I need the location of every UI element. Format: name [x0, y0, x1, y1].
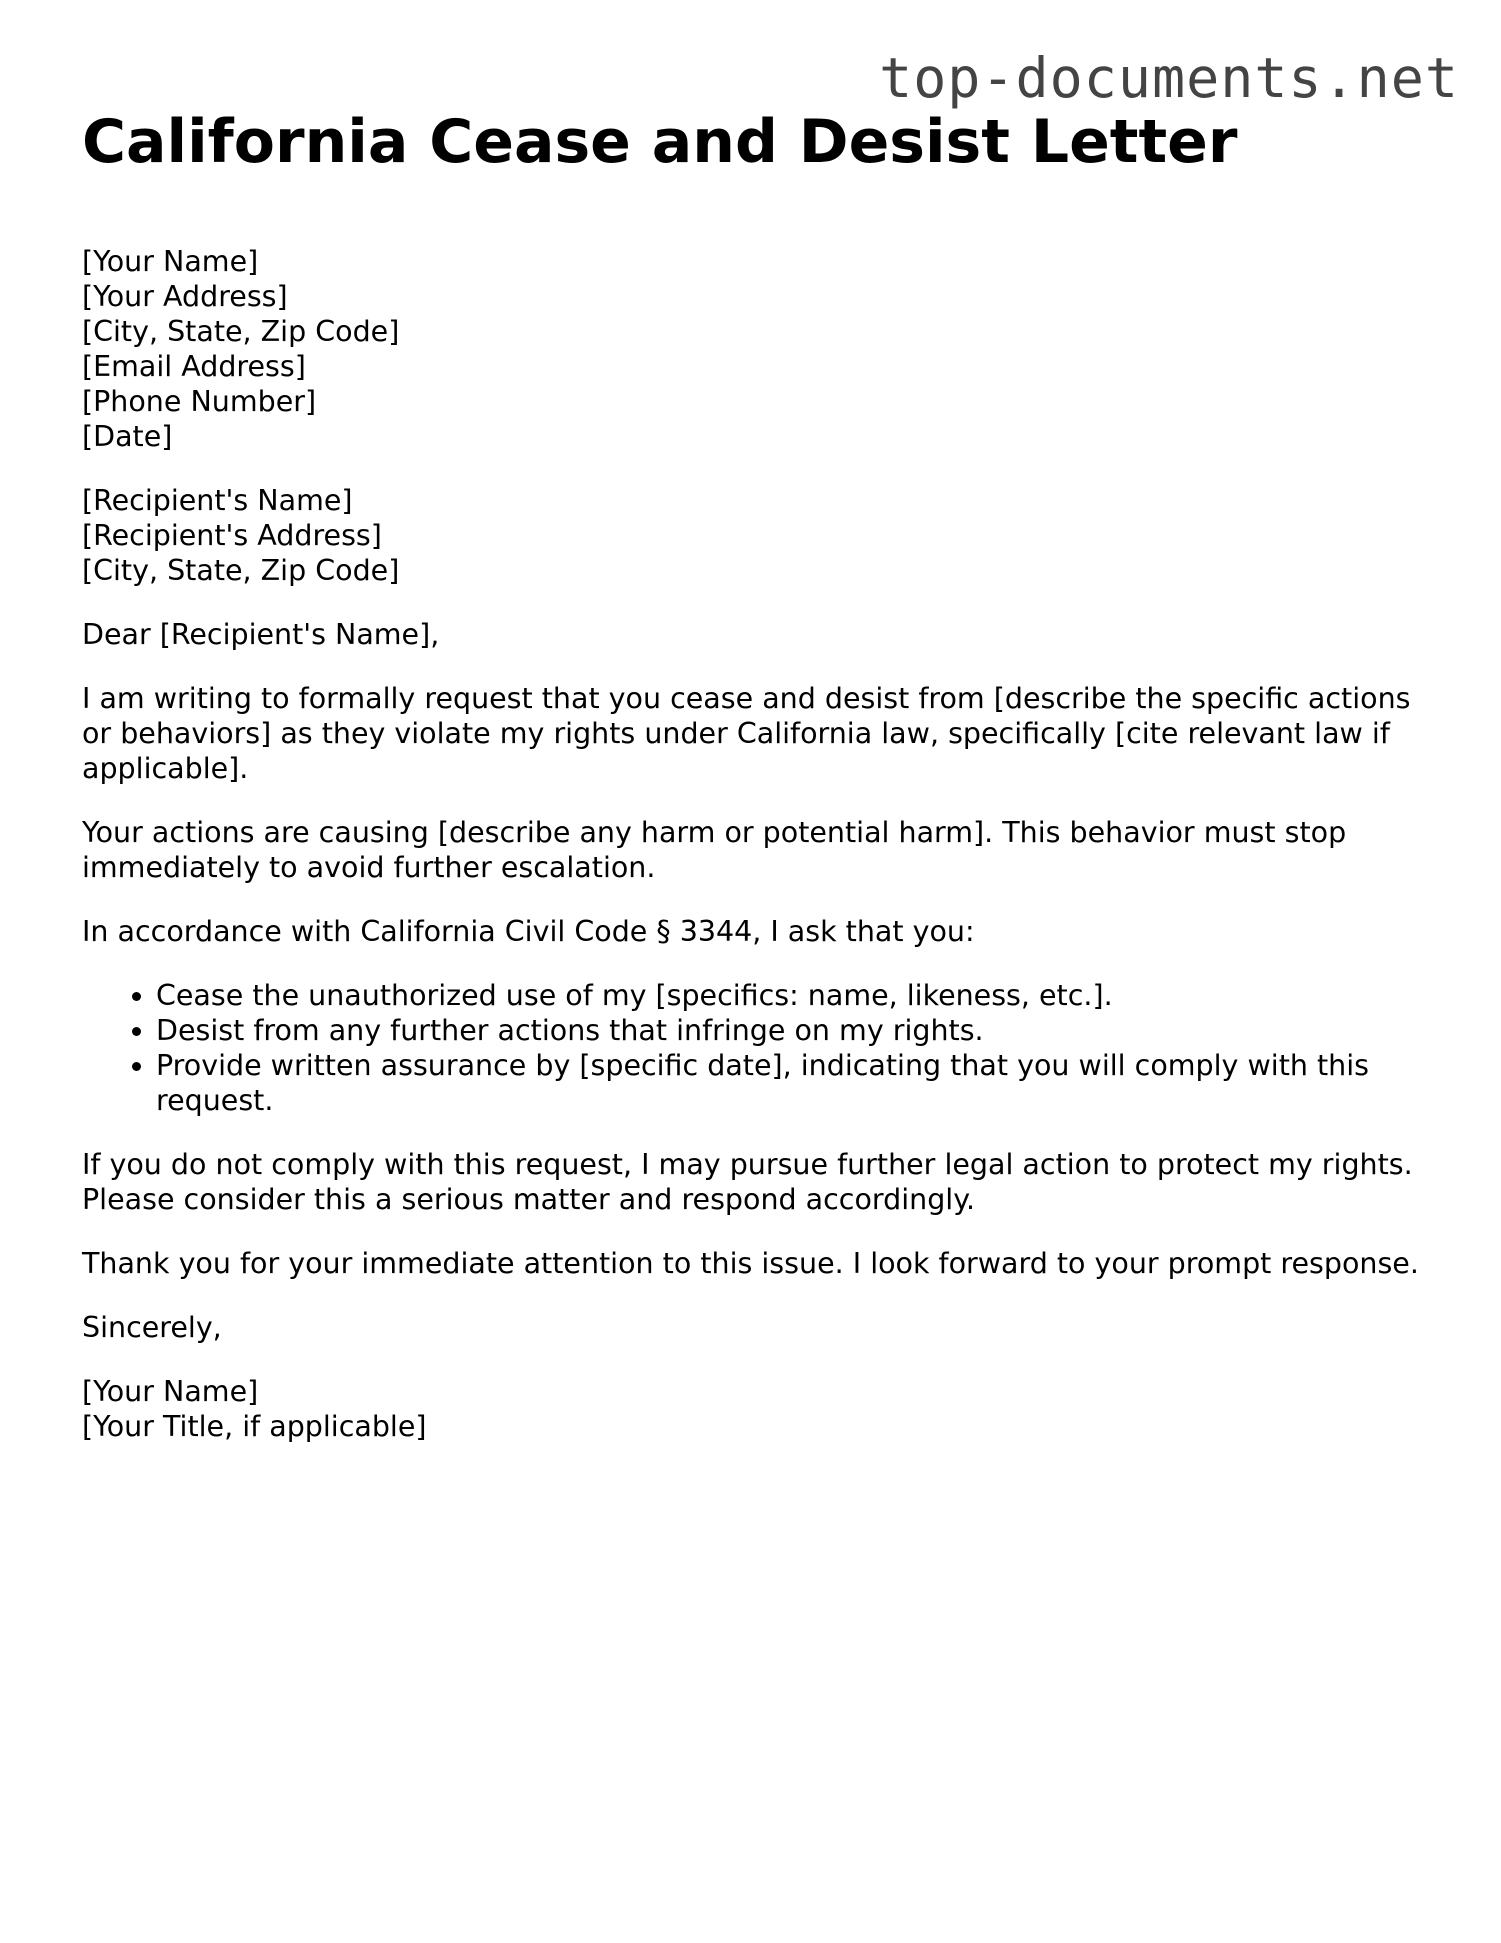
sender-phone: [Phone Number] [82, 385, 317, 418]
closing-paragraph: Thank you for your immediate attention to this issue. I look forward to your prompt response. [82, 1247, 1419, 1280]
signature-name: [Your Name] [82, 1375, 259, 1408]
watermark: top-documents.net [879, 46, 1459, 110]
body-paragraph: In accordance with California Civil Code § 3344, I ask that you: [82, 915, 975, 948]
sender-address: [Your Address] [82, 280, 288, 313]
signature-title: [Your Title, if applicable] [82, 1410, 427, 1443]
recipient-city-state-zip: [City, State, Zip Code] [82, 554, 400, 587]
list-item: • Provide written assurance by [specific date], indicating that you will comply with this request. [156, 1048, 1422, 1118]
sender-email: [Email Address] [82, 350, 306, 383]
recipient-address: [Recipient's Address] [82, 519, 382, 552]
body-paragraph: Your actions are causing [describe any harm or potential harm]. This behavior must stop immediately to avoid further escalation. [82, 816, 1347, 884]
salutation: Dear [Recipient's Name], [82, 618, 440, 651]
closing-paragraph: If you do not comply with this request, I may pursue further legal action to protect my rights. Please consider this a serious matter and respond accordingly. [82, 1148, 1413, 1216]
signoff: Sincerely, [82, 1311, 222, 1344]
request-list [82, 978, 1422, 1118]
sender-city-state-zip: [City, State, Zip Code] [82, 315, 400, 348]
recipient-name: [Recipient's Name] [82, 484, 353, 517]
list-item: • Cease the unauthorized use of my [specifics: name, likeness, etc.]. [156, 978, 1422, 1013]
sender-name: [Your Name] [82, 245, 259, 278]
letter-body [82, 215, 1422, 1473]
letter-date: [Date] [82, 420, 173, 453]
list-item: • Desist from any further actions that infringe on my rights. [156, 1013, 1422, 1048]
page-title: California Cease and Desist Letter [82, 107, 1238, 177]
body-paragraph: I am writing to formally request that you cease and desist from [describe the specific actions or behaviors] as they violate my rights under California law, specifically [cite relevant law if applicable]. [82, 682, 1411, 785]
